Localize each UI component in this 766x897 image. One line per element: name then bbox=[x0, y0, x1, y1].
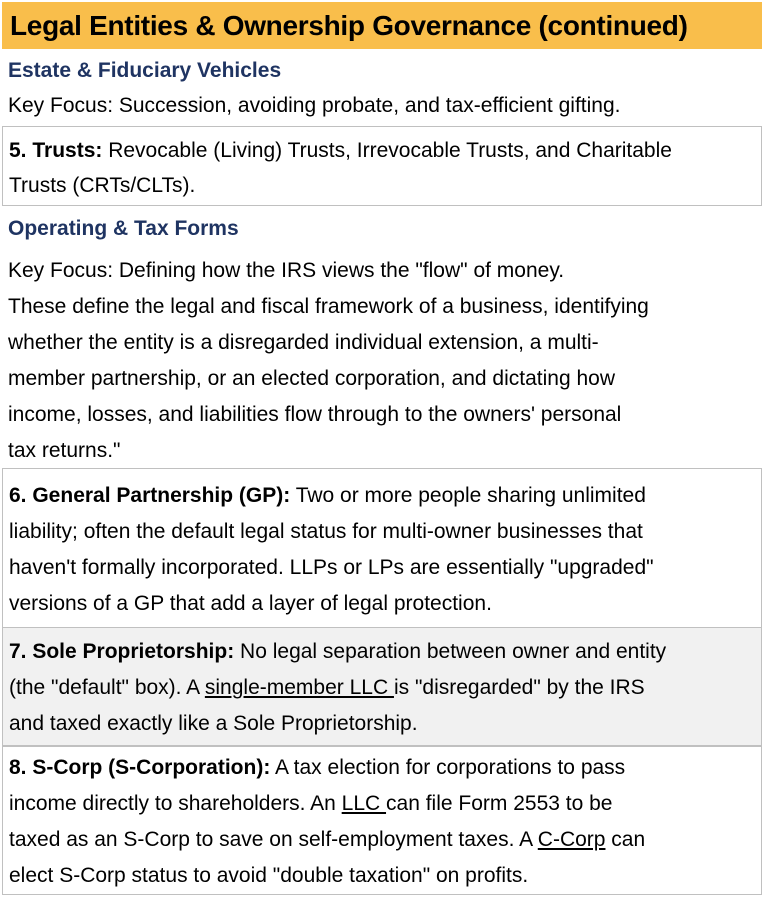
item-trusts-line2: Trusts (CRTs/CLTs). bbox=[9, 174, 196, 197]
item-text: A tax election for corporations to pass bbox=[270, 756, 626, 779]
item-sp-line2 bbox=[9, 673, 645, 703]
key-focus-estate: Key Focus: Succession, avoiding probate, and tax-efficient gifting. bbox=[8, 94, 621, 117]
item-text: can bbox=[605, 828, 646, 851]
item-general-partnership bbox=[2, 468, 762, 629]
item-scorp-line2 bbox=[9, 789, 613, 819]
item-scorp-line4: elect S-Corp status to avoid "double taxation" on profits. bbox=[9, 864, 529, 887]
item-gp-line3: haven't formally incorporated. LLPs or LPs are essentially "upgraded" bbox=[9, 556, 654, 579]
item-text: Two or more people sharing unlimited bbox=[290, 484, 646, 507]
item-label: 6. General Partnership (GP): bbox=[9, 484, 291, 507]
item-text: taxed as an S-Corp to save on self-employment taxes. A bbox=[9, 828, 538, 851]
key-focus-operating: Key Focus: Defining how the IRS views the "flow" of money. bbox=[8, 259, 565, 282]
item-gp-line1 bbox=[9, 481, 646, 511]
item-scorp-line1 bbox=[9, 753, 625, 783]
item-trusts bbox=[2, 126, 762, 206]
paragraph-line: whether the entity is a disregarded individual extension, a multi- bbox=[8, 331, 599, 354]
item-text: Revocable (Living) Trusts, Irrevocable Trusts, and Charitable bbox=[102, 139, 672, 162]
item-text: can file Form 2553 to be bbox=[386, 792, 613, 815]
item-label: 7. Sole Proprietorship: bbox=[9, 640, 235, 663]
paragraph-line: tax returns." bbox=[8, 439, 121, 462]
title-bar bbox=[2, 2, 762, 49]
item-sp-line3: and taxed exactly like a Sole Proprietorship. bbox=[9, 712, 418, 735]
item-trusts-line1 bbox=[9, 136, 672, 166]
llc-link: LLC bbox=[341, 792, 387, 815]
item-text: is "disregarded" by the IRS bbox=[393, 676, 645, 699]
single-member-llc-link: single-member LLC bbox=[204, 676, 394, 699]
item-gp-line4: versions of a GP that add a layer of legal protection. bbox=[9, 592, 492, 615]
item-text: (the "default" box). A bbox=[9, 676, 205, 699]
paragraph-line: These define the legal and fiscal framework of a business, identifying bbox=[8, 295, 649, 318]
page-title: Legal Entities & Ownership Governance (continued) bbox=[10, 10, 688, 41]
item-gp-line2: liability; often the default legal status for multi-owner businesses that bbox=[9, 520, 643, 543]
section-heading-estate: Estate & Fiduciary Vehicles bbox=[8, 59, 282, 82]
item-sp-line1 bbox=[9, 637, 666, 667]
item-text: income directly to shareholders. An bbox=[9, 792, 342, 815]
item-label: 5. Trusts: bbox=[9, 139, 103, 162]
section-heading-operating: Operating & Tax Forms bbox=[8, 217, 239, 240]
item-s-corp bbox=[2, 745, 762, 895]
paragraph-line: member partnership, or an elected corporation, and dictating how bbox=[8, 367, 616, 390]
item-sole-proprietorship bbox=[2, 627, 762, 747]
item-text: No legal separation between owner and entity bbox=[234, 640, 667, 663]
item-label: 8. S-Corp (S-Corporation): bbox=[9, 756, 271, 779]
item-scorp-line3 bbox=[9, 825, 645, 855]
paragraph-line: income, losses, and liabilities flow through to the owners' personal bbox=[8, 403, 622, 426]
c-corp-link: C-Corp bbox=[537, 828, 606, 851]
